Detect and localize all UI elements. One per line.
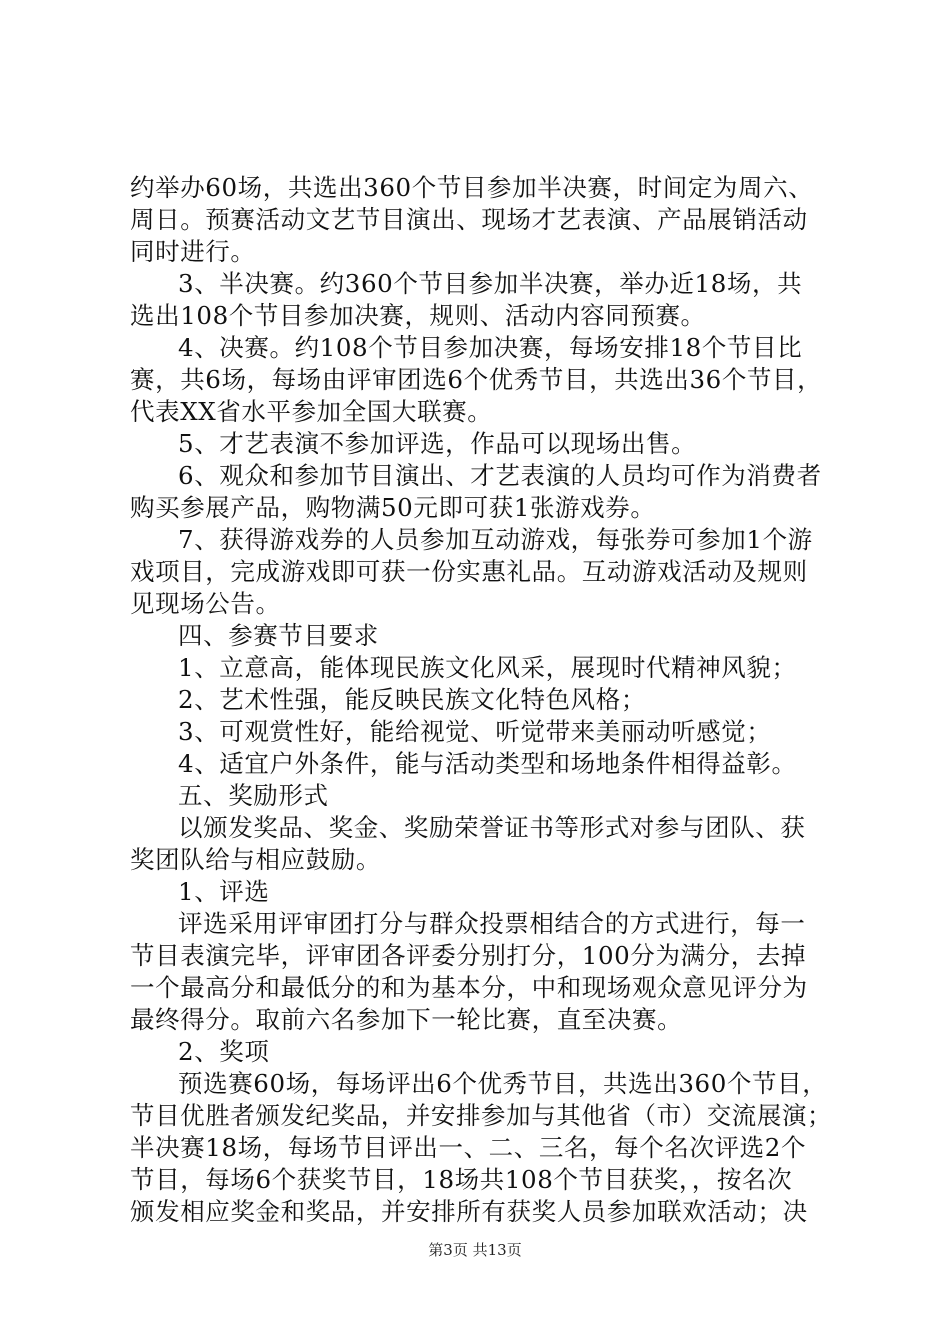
- text-line: 约举办60场，共选出360个节目参加半决赛，时间定为周六、: [130, 173, 814, 202]
- text-line: 评选采用评审团打分与群众投票相结合的方式进行，每一: [178, 909, 806, 938]
- section-heading: 五、奖励形式: [178, 781, 329, 810]
- text-line: 2、艺术性强，能反映民族文化特色风格；: [178, 685, 646, 714]
- text-line: 半决赛18场，每场节目评出一、二、三名，每个名次评选2个: [130, 1133, 807, 1162]
- text-line: 以颁发奖品、奖金、奖励荣誉证书等形式对参与团队、获: [178, 813, 806, 842]
- text-line: 最终得分。取前六名参加下一轮比赛，直至决赛。: [130, 1005, 683, 1034]
- text-line: 节目优胜者颁发纪奖品，并安排参加与其他省（市）交流展演；: [130, 1101, 833, 1130]
- text-line: 周日。预赛活动文艺节目演出、现场才艺表演、产品展销活动: [130, 205, 808, 234]
- page-footer: 第3页 共13页: [428, 1241, 522, 1259]
- text-line: 4、适宜户外条件，能与活动类型和场地条件相得益彰。: [178, 749, 797, 778]
- text-line: 选出108个节目参加决赛，规则、活动内容同预赛。: [130, 301, 706, 330]
- text-line: 戏项目，完成游戏即可获一份实惠礼品。互动游戏活动及规则: [130, 557, 808, 586]
- text-line: 7、获得游戏券的人员参加互动游戏，每张券可参加1个游: [178, 525, 813, 554]
- text-line: 赛，共6场，每场由评审团选6个优秀节目，共选出36个节目，: [130, 365, 823, 394]
- text-line: 购买参展产品，购物满50元即可获1张游戏券。: [130, 493, 656, 522]
- text-line: 代表XX省水平参加全国大联赛。: [130, 397, 493, 426]
- text-line: 节目表演完毕，评审团各评委分别打分，100分为满分，去掉: [130, 941, 807, 970]
- text-line: 颁发相应奖金和奖品，并安排所有获奖人员参加联欢活动；决: [130, 1197, 808, 1226]
- text-line: 1、立意高，能体现民族文化风采，展现时代精神风貌；: [178, 653, 797, 682]
- section-heading: 四、参赛节目要求: [178, 621, 379, 650]
- text-line: 3、半决赛。约360个节目参加半决赛，举办近18场，共: [178, 269, 803, 298]
- subsection-heading: 2、奖项: [178, 1037, 270, 1066]
- text-line: 5、才艺表演不参加评选，作品可以现场出售。: [178, 429, 697, 458]
- text-line: 6、观众和参加节目演出、才艺表演的人员均可作为消费者: [178, 461, 822, 490]
- text-line: 4、决赛。约108个节目参加决赛，每场安排18个节目比: [178, 333, 803, 362]
- text-line: 节目，每场6个获奖节目，18场共108个节目获奖，，按名次: [130, 1165, 793, 1194]
- text-line: 一个最高分和最低分的和为基本分，中和现场观众意见评分为: [130, 973, 808, 1002]
- text-line: 见现场公告。: [130, 589, 281, 618]
- text-line: 3、可观赏性好，能给视觉、听觉带来美丽动听感觉；: [178, 717, 772, 746]
- subsection-heading: 1、评选: [178, 877, 270, 906]
- text-line: 同时进行。: [130, 237, 256, 266]
- text-line: 奖团队给与相应鼓励。: [130, 845, 381, 874]
- text-line: 预选赛60场，每场评出6个优秀节目，共选出360个节目，: [178, 1069, 828, 1098]
